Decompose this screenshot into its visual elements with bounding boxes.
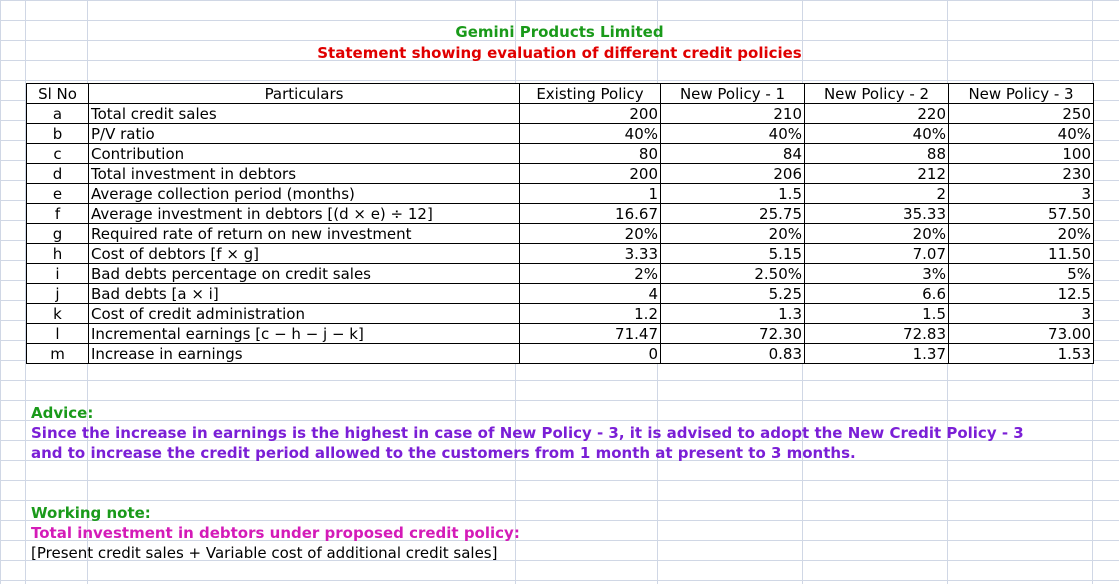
header-sl-no: Sl No xyxy=(27,84,89,104)
cell-new-policy-2: 88 xyxy=(805,144,949,164)
row-particular: P/V ratio xyxy=(89,124,520,144)
table-row xyxy=(27,104,1094,124)
row-particular: Cost of debtors [f × g] xyxy=(89,244,520,264)
header-existing-policy: Existing Policy xyxy=(520,84,661,104)
working-note-subheading: Total investment in debtors under proposed credit policy: xyxy=(31,524,520,542)
credit-policy-table xyxy=(26,83,1094,364)
advice-heading: Advice: xyxy=(31,404,94,422)
row-sl-no: c xyxy=(27,144,89,164)
cell-existing-policy: 2% xyxy=(520,264,661,284)
table-header-row xyxy=(27,84,1094,104)
cell-new-policy-3: 3 xyxy=(949,184,1094,204)
cell-new-policy-1: 25.75 xyxy=(661,204,805,224)
cell-new-policy-1: 2.50% xyxy=(661,264,805,284)
table-row xyxy=(27,304,1094,324)
cell-new-policy-2: 3% xyxy=(805,264,949,284)
cell-existing-policy: 0 xyxy=(520,344,661,364)
cell-new-policy-2: 72.83 xyxy=(805,324,949,344)
cell-existing-policy: 200 xyxy=(520,164,661,184)
cell-existing-policy: 1.2 xyxy=(520,304,661,324)
row-sl-no: f xyxy=(27,204,89,224)
cell-new-policy-2: 40% xyxy=(805,124,949,144)
cell-new-policy-3: 5% xyxy=(949,264,1094,284)
cell-existing-policy: 200 xyxy=(520,104,661,124)
advice-line-2: and to increase the credit period allowed to the customers from 1 month at present to 3 months. xyxy=(31,444,856,462)
table-row xyxy=(27,244,1094,264)
row-sl-no: k xyxy=(27,304,89,324)
row-sl-no: b xyxy=(27,124,89,144)
advice-line-1: Since the increase in earnings is the highest in case of New Policy - 3, it is advised to adopt the New Credit Policy - 3 xyxy=(31,424,1024,442)
cell-existing-policy: 1 xyxy=(520,184,661,204)
cell-existing-policy: 80 xyxy=(520,144,661,164)
cell-new-policy-3: 11.50 xyxy=(949,244,1094,264)
cell-new-policy-2: 6.6 xyxy=(805,284,949,304)
row-sl-no: g xyxy=(27,224,89,244)
cell-new-policy-2: 1.5 xyxy=(805,304,949,324)
table-row xyxy=(27,344,1094,364)
table-row xyxy=(27,224,1094,244)
table-row xyxy=(27,204,1094,224)
row-particular: Cost of credit administration xyxy=(89,304,520,324)
row-sl-no: h xyxy=(27,244,89,264)
row-particular: Incremental earnings [c − h − j − k] xyxy=(89,324,520,344)
row-sl-no: m xyxy=(27,344,89,364)
row-particular: Increase in earnings xyxy=(89,344,520,364)
row-particular: Required rate of return on new investment xyxy=(89,224,520,244)
cell-new-policy-3: 250 xyxy=(949,104,1094,124)
row-sl-no: j xyxy=(27,284,89,304)
cell-new-policy-2: 212 xyxy=(805,164,949,184)
row-sl-no: d xyxy=(27,164,89,184)
cell-new-policy-3: 73.00 xyxy=(949,324,1094,344)
cell-new-policy-1: 206 xyxy=(661,164,805,184)
working-note-heading: Working note: xyxy=(31,504,151,522)
cell-new-policy-3: 40% xyxy=(949,124,1094,144)
table-row xyxy=(27,124,1094,144)
cell-new-policy-3: 100 xyxy=(949,144,1094,164)
cell-new-policy-1: 210 xyxy=(661,104,805,124)
row-particular: Bad debts [a × i] xyxy=(89,284,520,304)
cell-new-policy-3: 20% xyxy=(949,224,1094,244)
cell-new-policy-3: 57.50 xyxy=(949,204,1094,224)
cell-new-policy-2: 2 xyxy=(805,184,949,204)
cell-new-policy-3: 230 xyxy=(949,164,1094,184)
header-new-policy-3: New Policy - 3 xyxy=(949,84,1094,104)
table-row xyxy=(27,164,1094,184)
header-new-policy-2: New Policy - 2 xyxy=(805,84,949,104)
cell-existing-policy: 20% xyxy=(520,224,661,244)
cell-existing-policy: 71.47 xyxy=(520,324,661,344)
cell-new-policy-1: 1.3 xyxy=(661,304,805,324)
header-new-policy-1: New Policy - 1 xyxy=(661,84,805,104)
row-sl-no: l xyxy=(27,324,89,344)
row-particular: Total credit sales xyxy=(89,104,520,124)
cell-new-policy-2: 35.33 xyxy=(805,204,949,224)
row-particular: Contribution xyxy=(89,144,520,164)
statement-subtitle: Statement showing evaluation of different credit policies xyxy=(317,44,802,62)
cell-new-policy-1: 72.30 xyxy=(661,324,805,344)
row-sl-no: a xyxy=(27,104,89,124)
cell-existing-policy: 3.33 xyxy=(520,244,661,264)
table-row xyxy=(27,144,1094,164)
cell-new-policy-1: 0.83 xyxy=(661,344,805,364)
cell-new-policy-2: 220 xyxy=(805,104,949,124)
cell-new-policy-1: 5.25 xyxy=(661,284,805,304)
cell-existing-policy: 40% xyxy=(520,124,661,144)
row-particular: Total investment in debtors xyxy=(89,164,520,184)
row-sl-no: i xyxy=(27,264,89,284)
cell-new-policy-1: 20% xyxy=(661,224,805,244)
company-title: Gemini Products Limited xyxy=(455,23,664,41)
cell-new-policy-3: 12.5 xyxy=(949,284,1094,304)
row-particular: Average collection period (months) xyxy=(89,184,520,204)
table-row xyxy=(27,284,1094,304)
row-particular: Average investment in debtors [(d × e) ÷ 12] xyxy=(89,204,520,224)
cell-new-policy-2: 7.07 xyxy=(805,244,949,264)
header-particulars: Particulars xyxy=(89,84,520,104)
cell-new-policy-1: 84 xyxy=(661,144,805,164)
row-sl-no: e xyxy=(27,184,89,204)
cell-existing-policy: 4 xyxy=(520,284,661,304)
row-particular: Bad debts percentage on credit sales xyxy=(89,264,520,284)
cell-existing-policy: 16.67 xyxy=(520,204,661,224)
cell-new-policy-1: 40% xyxy=(661,124,805,144)
cell-new-policy-2: 1.37 xyxy=(805,344,949,364)
working-note-formula: [Present credit sales + Variable cost of additional credit sales] xyxy=(31,544,498,562)
cell-new-policy-3: 1.53 xyxy=(949,344,1094,364)
table-row xyxy=(27,324,1094,344)
cell-new-policy-1: 1.5 xyxy=(661,184,805,204)
table-row xyxy=(27,264,1094,284)
cell-new-policy-1: 5.15 xyxy=(661,244,805,264)
cell-new-policy-2: 20% xyxy=(805,224,949,244)
cell-new-policy-3: 3 xyxy=(949,304,1094,324)
table-row xyxy=(27,184,1094,204)
